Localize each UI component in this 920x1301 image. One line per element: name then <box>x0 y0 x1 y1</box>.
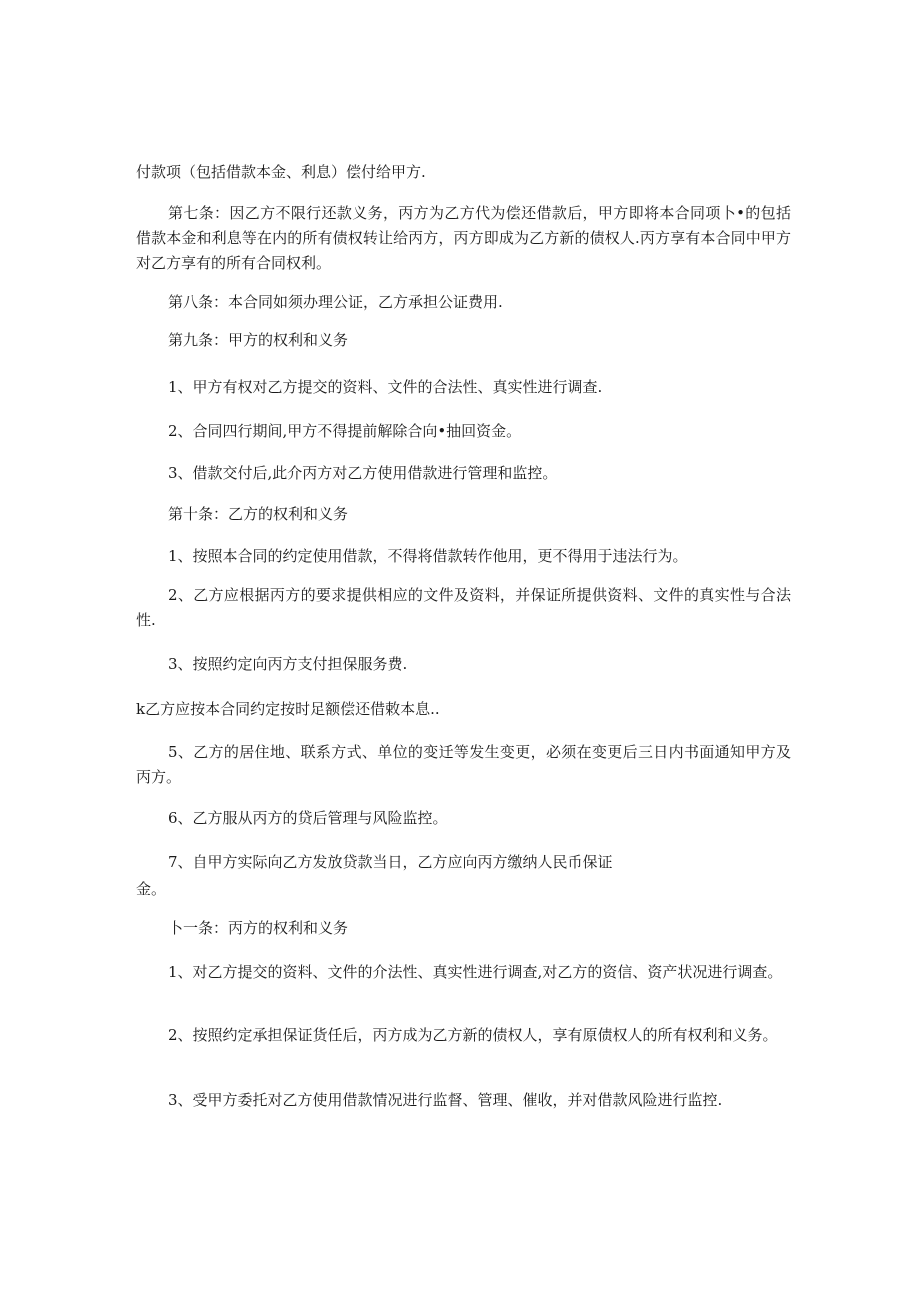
list-item-party-c-3: 3、受甲方委托对乙方使用借款情况进行监督、管理、催收，并对借款风险进行监控. <box>168 1091 723 1109</box>
paragraph-continuation: 付款项（包括借款本金、利息）偿付给甲方. <box>136 163 426 181</box>
list-item-party-b-2: 2、乙方应根据丙方的要求提供相应的文件及资料，并保证所提供资料、文件的真实性与合法性. <box>136 586 791 629</box>
list-item-party-b-1: 1、按照本合同的约定使用借款，不得将借款转作他用，更不得用于违法行为。 <box>168 547 688 565</box>
list-item-party-a-2: 2、合同四行期间,甲方不得提前解除合向•抽回资金。 <box>168 422 522 440</box>
list-item-party-b-4: k乙方应按本合同约定按时足额偿还借敕本息.. <box>136 700 440 718</box>
list-item-party-b-5: 5、乙方的居住地、联系方式、单位的变迁等发生变更，必须在变更后三日内书面通知甲方及丙方。 <box>136 743 791 786</box>
list-item-party-b-6: 6、乙方服从丙方的贷后管理与风险监控。 <box>168 809 448 827</box>
list-item-party-b-7: 7、自甲方实际向乙方发放贷款当日，乙方应向丙方缴纳人民币保证 <box>168 853 613 871</box>
heading-article-10: 第十条：乙方的权利和义务 <box>168 505 349 523</box>
list-item-party-a-3: 3、借款交付后,此介丙方对乙方使用借款进行管理和监控。 <box>168 464 558 482</box>
paragraph-article-7: 第七条：因乙方不限行还款义务，丙方为乙方代为偿还借款后，甲方即将本合同项卜•的包括借款本金和利息等在内的所有债权转让给丙方，丙方即成为乙方新的债权人.丙方享有本合同中甲方对乙方享有的所有合同权利。 <box>136 204 791 272</box>
heading-article-11: 卜一条：丙方的权利和义务 <box>168 919 349 937</box>
list-item-party-c-1: 1、对乙方提交的资料、文件的介法性、真实性进行调查,对乙方的资信、资产状况进行调查。 <box>168 963 783 981</box>
paragraph-article-8: 第八条：本合同如须办理公证，乙方承担公证费用. <box>168 293 503 311</box>
list-item-party-c-2: 2、按照约定承担保证货任后，丙方成为乙方新的债权人，享有原债权人的所有权利和义务。 <box>168 1026 778 1044</box>
heading-article-9: 第九条：甲方的权利和义务 <box>168 331 349 349</box>
list-item-party-b-7-cont: 金。 <box>136 880 167 898</box>
list-item-party-a-1: 1、甲方有权对乙方提交的资料、文件的合法性、真实性进行调查. <box>168 378 603 396</box>
list-item-party-b-3: 3、按照约定向丙方支付担保服务费. <box>168 655 408 673</box>
